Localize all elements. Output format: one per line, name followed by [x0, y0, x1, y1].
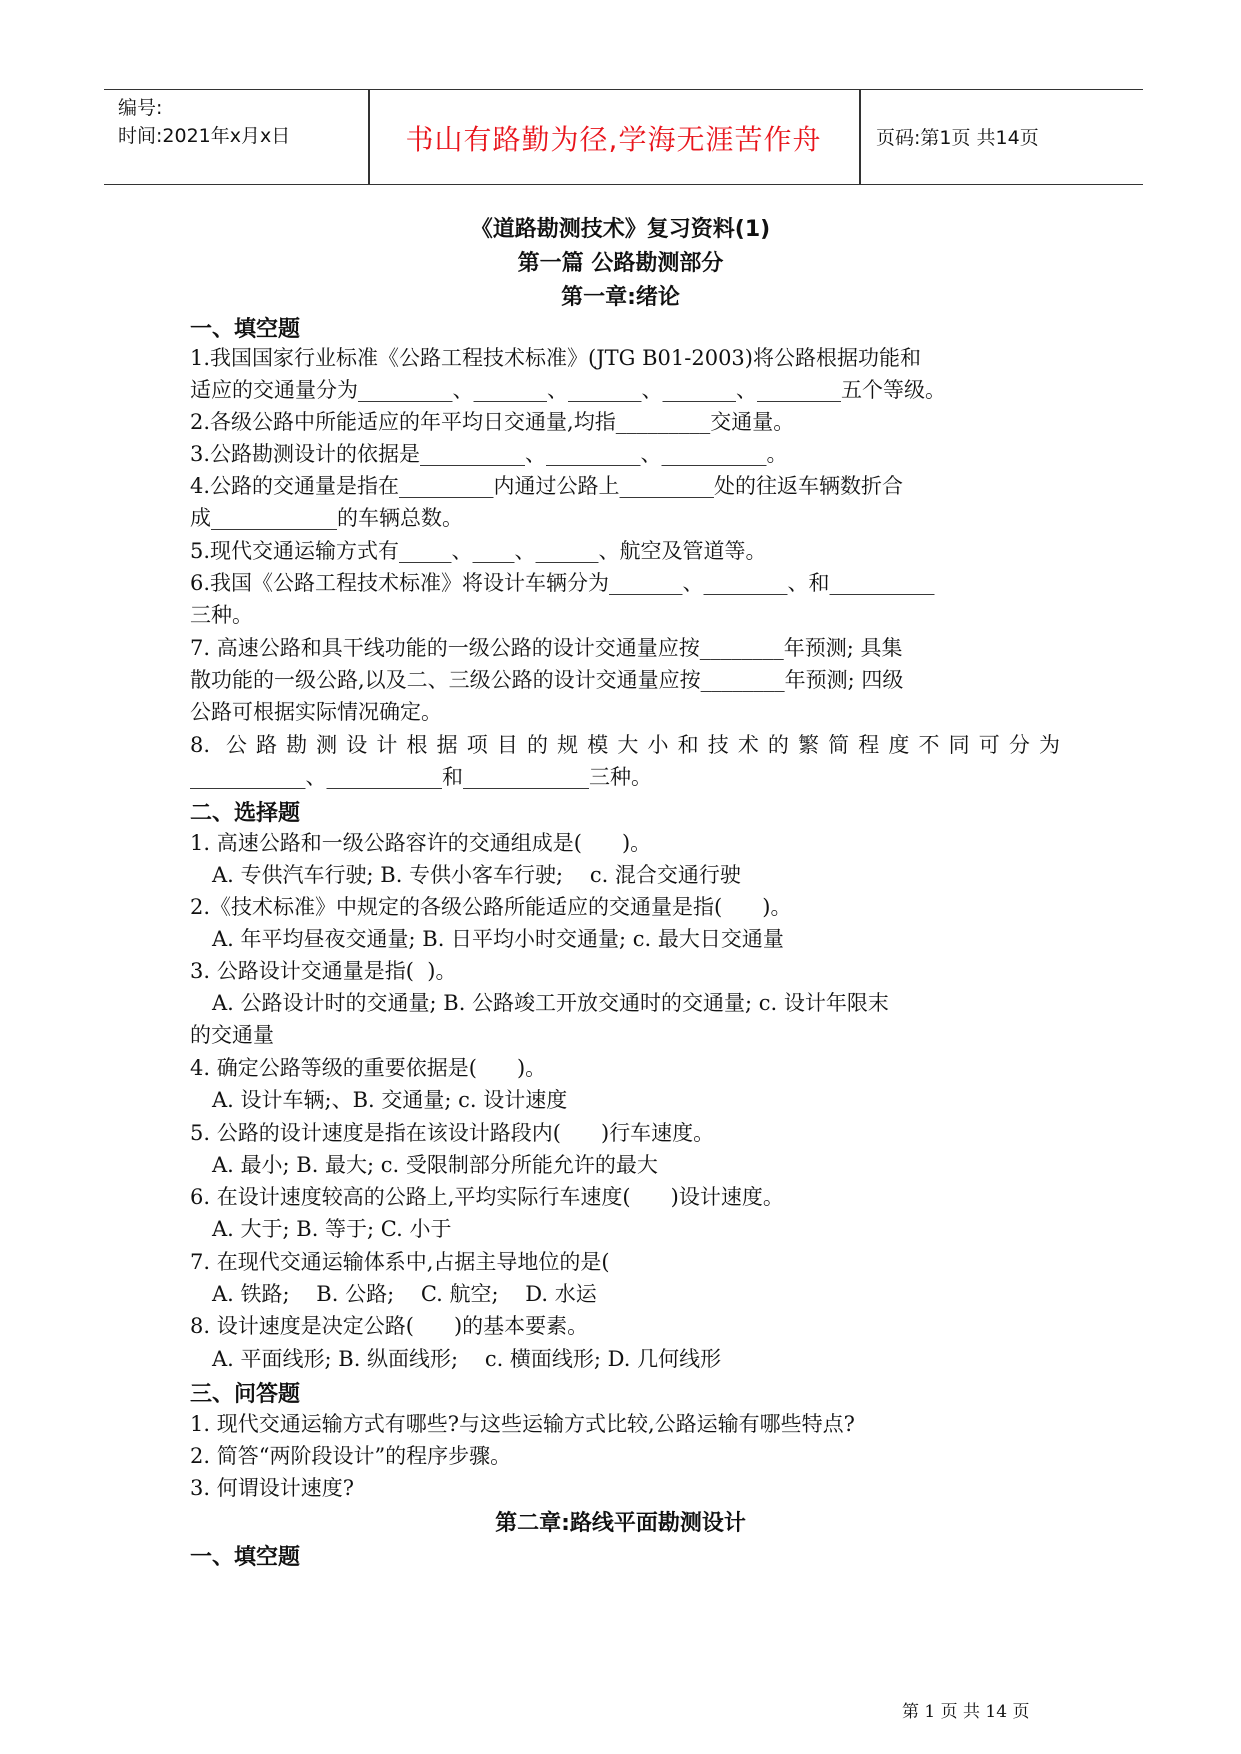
- text-line: 8. 公路勘测设计根据项目的规模大小和技术的繁简程度不同可分为: [190, 733, 1060, 757]
- question-line: 2.《技术标准》中规定的各级公路所能适应的交通量是指( )。: [190, 895, 792, 919]
- section-heading: 一、填空题: [190, 317, 301, 342]
- text-line: 5.现代交通运输方式有_____、____、______、航空及管道等。: [190, 539, 767, 563]
- section-heading: 一、填空题: [190, 1545, 301, 1570]
- text-line: 公路可根据实际情况确定。: [190, 700, 442, 724]
- question-line: 5. 公路的设计速度是指在该设计路段内( )行车速度。: [190, 1121, 715, 1145]
- text-line: 三种。: [190, 603, 253, 627]
- question-line: 4. 确定公路等级的重要依据是( )。: [190, 1056, 547, 1080]
- option-line: A. 铁路; B. 公路; C. 航空; D. 水运: [212, 1282, 597, 1306]
- option-line: A. 大于; B. 等于; C. 小于: [212, 1217, 452, 1241]
- text-line: 散功能的一级公路,以及二、三级公路的设计交通量应按________年预测; 四级: [190, 668, 904, 692]
- text-line: 成____________的车辆总数。: [190, 506, 463, 530]
- text-line: ___________、___________和____________三种。: [190, 765, 652, 789]
- page-footer: 第 1 页 共 14 页: [902, 1702, 1030, 1722]
- text-line: 7. 高速公路和具干线功能的一级公路的设计交通量应按________年预测; 具集: [190, 636, 903, 660]
- section-heading: 二、选择题: [190, 801, 301, 826]
- serial-label: 编号:: [118, 97, 163, 119]
- text-line: 3.公路勘测设计的依据是__________、_________、__________。: [190, 442, 788, 466]
- question-line: 6. 在设计速度较高的公路上,平均实际行车速度( )设计速度。: [190, 1185, 784, 1209]
- time-label: 时间:2021年x月x日: [118, 125, 291, 147]
- text-line: 6.我国《公路工程技术标准》将设计车辆分为_______、________、和__________: [190, 571, 935, 595]
- question-line: 7. 在现代交通运输体系中,占据主导地位的是(: [190, 1250, 610, 1274]
- question-line: 2. 简答“两阶段设计”的程序步骤。: [190, 1444, 512, 1468]
- header-meta: [118, 94, 290, 150]
- question-line: 3. 何谓设计速度?: [190, 1476, 354, 1500]
- question-line: 1. 现代交通运输方式有哪些?与这些运输方式比较,公路运输有哪些特点?: [190, 1412, 855, 1436]
- option-line: 的交通量: [190, 1023, 274, 1047]
- option-line: A. 年平均昼夜交通量; B. 日平均小时交通量; c. 最大日交通量: [212, 927, 784, 951]
- header-divider: [859, 90, 861, 184]
- question-line: 3. 公路设计交通量是指( )。: [190, 959, 457, 983]
- option-line: A. 最小; B. 最大; c. 受限制部分所能允许的最大: [212, 1153, 658, 1177]
- page-header: [104, 89, 1143, 185]
- chapter-title: 第一章:绪论: [561, 285, 680, 310]
- text-line: 2.各级公路中所能适应的年平均日交通量,均指_________交通量。: [190, 410, 795, 434]
- text-line: 适应的交通量分为_________、_______、_______、_______、________五个等级。: [190, 378, 946, 402]
- header-motto: 书山有路勤为径,学海无涯苦作舟: [405, 123, 822, 156]
- section-heading: 三、问答题: [190, 1382, 301, 1407]
- text-line: 1.我国国家行业标准《公路工程技术标准》(JTG B01-2003)将公路根据功能和: [190, 346, 921, 370]
- chapter-title: 第二章:路线平面勘测设计: [495, 1511, 746, 1536]
- option-line: A. 设计车辆;、B. 交通量; c. 设计速度: [212, 1088, 568, 1112]
- option-line: A. 公路设计时的交通量; B. 公路竣工开放交通时的交通量; c. 设计年限末: [212, 991, 889, 1015]
- question-line: 1. 高速公路和一级公路容许的交通组成是( )。: [190, 831, 652, 855]
- part-title: 第一篇 公路勘测部分: [517, 251, 724, 276]
- question-line: 8. 设计速度是决定公路( )的基本要素。: [190, 1314, 589, 1338]
- text-line: 4.公路的交通量是指在_________内通过公路上_________处的往返车辆数折合: [190, 474, 904, 498]
- header-page-number: 页码:第1页 共14页: [876, 127, 1039, 149]
- option-line: A. 专供汽车行驶; B. 专供小客车行驶; c. 混合交通行驶: [212, 863, 741, 887]
- option-line: A. 平面线形; B. 纵面线形; c. 横面线形; D. 几何线形: [212, 1347, 722, 1371]
- document-title: 《道路勘测技术》复习资料(1): [470, 217, 771, 242]
